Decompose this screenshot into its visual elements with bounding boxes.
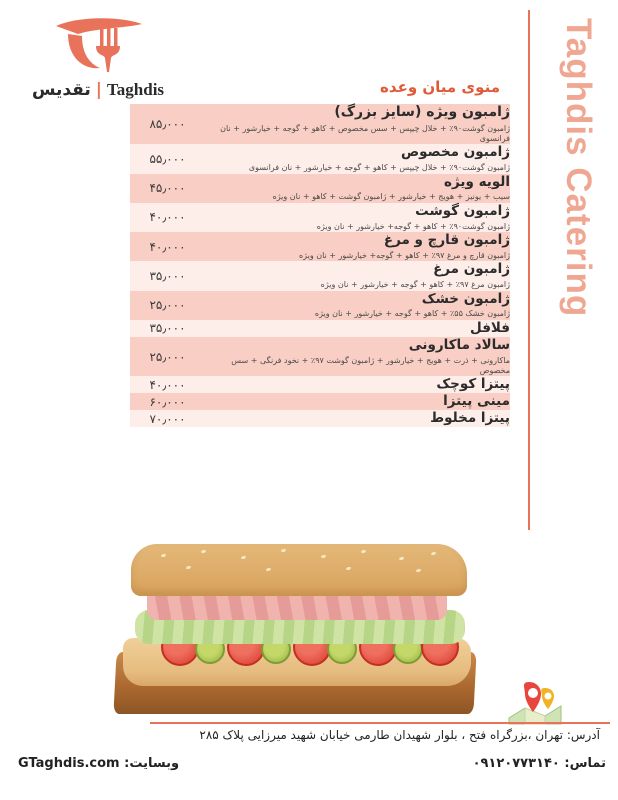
table-row xyxy=(130,232,510,261)
menu-item-name-cell xyxy=(205,144,510,173)
menu-item-desc: ژامبون مرغ ۹۷٪ + کاهو + گوجه + خیارشور + نان ویژه xyxy=(320,280,510,290)
menu-item-name: ژامبون ویژه (سایز بزرگ) xyxy=(334,104,510,120)
menu-item-price: ۳۵٫۰۰۰ xyxy=(130,320,205,337)
footer-contact-value: ۰۹۱۲۰۷۷۳۱۴۰ xyxy=(472,756,560,771)
menu-item-price: ۸۵٫۰۰۰ xyxy=(130,104,205,144)
footer xyxy=(0,720,618,800)
menu-item-name: ژامبون مخصوص xyxy=(401,144,510,161)
menu-item-price: ۵۵٫۰۰۰ xyxy=(130,144,205,173)
menu-item-name-cell xyxy=(205,104,510,144)
menu-item-name-cell xyxy=(205,376,510,393)
menu-item-desc: ژامبون قارچ و مرغ ۹۷٪ + کاهو + گوجه+ خیارشور + نان ویژه xyxy=(298,250,510,260)
menu-item-name-cell xyxy=(205,203,510,232)
menu-item-name: پیتزا مخلوط xyxy=(430,410,510,427)
menu-item-price: ۲۵٫۰۰۰ xyxy=(130,337,205,377)
fork-and-swoosh-logo-icon xyxy=(38,14,158,76)
menu-item-desc: ژامبون گوشت۹۰٪ + خلال چیپس + کاهو + گوجه + خیارشور + نان فرانسوی xyxy=(248,163,510,173)
menu-item-price: ۷۰٫۰۰۰ xyxy=(130,410,205,427)
footer-contact xyxy=(473,756,606,771)
menu-table xyxy=(130,104,510,427)
table-row xyxy=(130,410,510,427)
menu-item-price: ۶۰٫۰۰۰ xyxy=(130,393,205,410)
menu-item-name-cell xyxy=(205,410,510,427)
brand-separator: | xyxy=(95,80,103,100)
menu-item-name: فلافل xyxy=(470,319,510,336)
table-row xyxy=(130,393,510,410)
menu-item-name: ژامبون خشک xyxy=(421,290,510,307)
menu-item-desc: ماکارونی + ذرت + هویج + خیارشور + ژامبون گوشت ۹۷٪ + نخود فرنگی + سس مخصوص xyxy=(231,355,510,376)
footer-website-label: وبسایت: xyxy=(124,756,180,771)
menu-item-name-cell xyxy=(205,261,510,290)
footer-website-value[interactable]: GTaghdis.com xyxy=(18,756,120,771)
menu-item-name-cell xyxy=(205,393,510,410)
menu-item-name: ژامبون گوشت xyxy=(415,202,510,219)
menu-item-name-cell xyxy=(205,232,510,261)
menu-item-desc: سیب + یونیز + هویج + خیارشور + ژامبون گوشت + کاهو + نان ویژه xyxy=(272,192,510,202)
menu-item-name-cell xyxy=(205,291,510,320)
menu-item-name-cell xyxy=(205,174,510,203)
menu-item-price: ۴۰٫۰۰۰ xyxy=(130,376,205,393)
table-row xyxy=(130,261,510,290)
menu-item-name: ژامبون مرغ xyxy=(433,261,510,278)
vertical-title xyxy=(536,10,614,530)
table-row xyxy=(130,376,510,393)
menu-item-name-cell xyxy=(205,320,510,337)
menu-item-name: مینی پیتزا xyxy=(443,393,510,410)
map-pin-icon xyxy=(505,678,565,726)
sandwich-photo xyxy=(95,532,495,732)
menu-item-name-cell xyxy=(205,337,510,377)
vertical-divider xyxy=(528,10,530,530)
vertical-title-text: Taghdis Catering xyxy=(559,18,598,318)
table-row xyxy=(130,104,510,144)
footer-divider xyxy=(150,722,610,724)
menu-item-name: الویه ویژه xyxy=(444,173,510,190)
table-row xyxy=(130,174,510,203)
menu-item-price: ۴۰٫۰۰۰ xyxy=(130,232,205,261)
menu-item-price: ۴۰٫۰۰۰ xyxy=(130,203,205,232)
table-row xyxy=(130,291,510,320)
menu-item-name: ژامبون قارچ و مرغ xyxy=(383,232,510,249)
footer-contact-label: تماس: xyxy=(564,756,606,771)
menu-item-name: پیتزا کوچک xyxy=(436,376,510,393)
menu-item-desc: ژامبون گوشت۹۰٪ + خلال چیپس + سس مخصوص + کاهو + گوجه + خیارشور + نان فرانسوی xyxy=(220,123,510,143)
bread-top xyxy=(131,544,467,596)
table-row xyxy=(130,203,510,232)
menu-item-desc: ژامبون گوشت۹۰٪ + کاهو + گوجه+ خیارشور + نان ویژه xyxy=(316,221,510,231)
table-row xyxy=(130,337,510,377)
brand-name-fa: تقدیس xyxy=(31,80,91,100)
menu-item-desc: ژامبون خشک ۵۵٪ + کاهو + گوجه + خیارشور + نان ویژه xyxy=(314,309,510,319)
menu-item-price: ۴۵٫۰۰۰ xyxy=(130,174,205,203)
table-row xyxy=(130,320,510,337)
menu-title: منوی میان وعده xyxy=(380,78,500,96)
brand-name-latin: Taghdis xyxy=(107,80,165,99)
table-row xyxy=(130,144,510,173)
footer-website[interactable] xyxy=(18,756,179,771)
menu-item-price: ۳۵٫۰۰۰ xyxy=(130,261,205,290)
menu-item-name: سالاد ماکارونی xyxy=(408,336,510,353)
footer-address: آدرس: تهران ،بزرگراه فتح ، بلوار شهیدان طارمی خیابان شهید میرزایی پلاک ۲۸۵ xyxy=(199,728,600,742)
menu-item-price: ۲۵٫۰۰۰ xyxy=(130,291,205,320)
